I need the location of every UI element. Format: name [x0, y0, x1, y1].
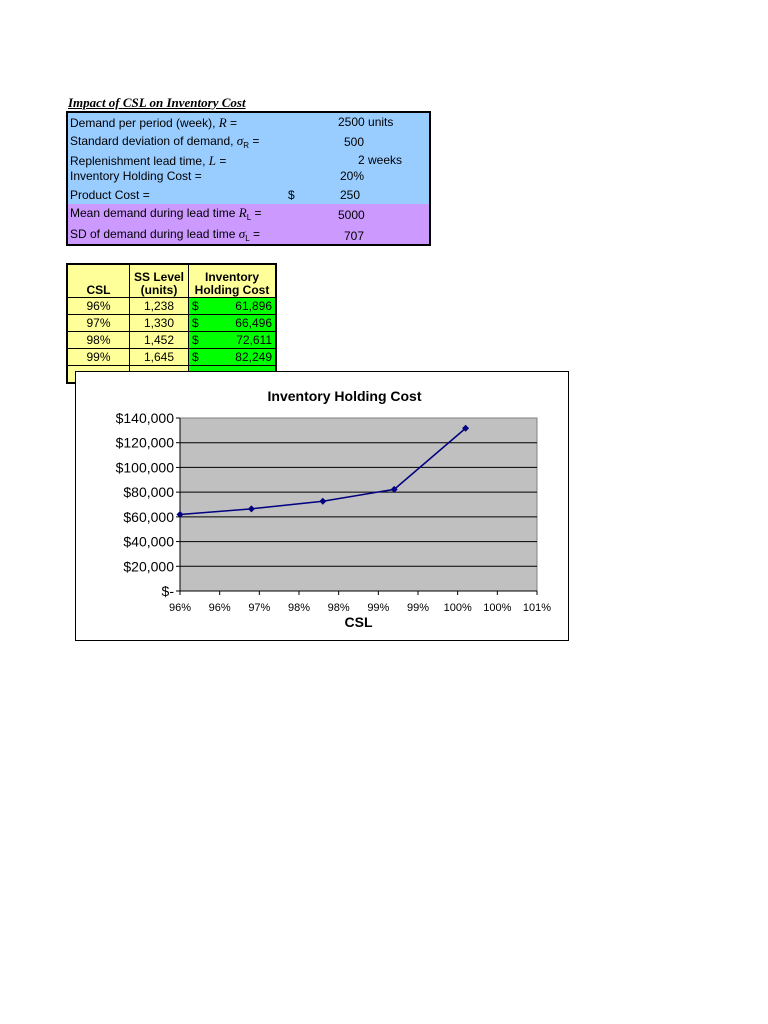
param-holding-value: 20%: [340, 169, 365, 183]
header-csl: CSL: [67, 264, 130, 298]
cell-csl: 99%: [67, 349, 130, 366]
x-tick-label: 101%: [522, 602, 552, 614]
x-tick-label: 97%: [248, 602, 271, 614]
derived-mean-label: Mean demand during lead time $R_L$ =: [70, 205, 262, 222]
sheet-title: Impact of CSL on Inventory Cost: [68, 95, 246, 110]
param-product-label: Product Cost =: [70, 188, 150, 202]
cell-cost: $ 82,249: [189, 349, 277, 366]
param-demand-value: 2500 units: [338, 115, 394, 129]
table-row: [67, 332, 276, 349]
cell-cost: $ 61,896: [189, 298, 277, 315]
param-sd-label: Standard deviation of demand, $\sigma_R$ =: [70, 133, 260, 150]
param-demand-label: Demand per period (week), R =: [70, 115, 238, 130]
x-tick-label: 96%: [168, 602, 192, 614]
y-tick-label: $120,000: [115, 434, 174, 451]
y-tick-label: $40,000: [123, 533, 174, 550]
derived-sd-value: 707: [344, 229, 365, 243]
safety-stock-table: [66, 263, 277, 384]
cell-ss: 1,645: [130, 349, 189, 366]
chart-svg: [76, 372, 568, 640]
header-holding-cost: Inventory Holding Cost: [189, 264, 277, 298]
derived-mean-value: 5000: [338, 208, 365, 222]
y-tick-label: $60,000: [123, 508, 174, 525]
y-tick-label: $-: [161, 583, 174, 599]
param-sd-value: 500: [344, 135, 365, 149]
cell-cost: $ 66,496: [189, 315, 277, 332]
table-row: [67, 298, 276, 315]
x-tick-label: 96%: [208, 602, 231, 614]
cell-ss: 1,330: [130, 315, 189, 332]
chart-title: Inventory Holding Cost: [267, 388, 422, 404]
y-tick-label: $20,000: [123, 558, 174, 575]
param-leadtime-label: Replenishment lead time, L =: [70, 153, 227, 168]
param-leadtime-value: 2 weeks: [358, 153, 403, 167]
table-row: [67, 349, 276, 366]
cell-csl: 97%: [67, 315, 130, 332]
param-product-currency: $: [288, 188, 295, 202]
y-tick-label: $140,000: [115, 410, 174, 426]
table-header-row: [67, 264, 276, 298]
y-tick-label: $100,000: [115, 459, 174, 476]
cell-csl: 96%: [67, 298, 130, 315]
x-tick-label: 98%: [287, 602, 311, 614]
x-tick-label: 100%: [483, 602, 512, 614]
param-holding-label: Inventory Holding Cost =: [70, 169, 202, 183]
table-row: [67, 315, 276, 332]
cell-ss: 1,238: [130, 298, 189, 315]
y-tick-label: $80,000: [123, 484, 174, 501]
parameters-block: [66, 111, 431, 208]
cell-csl: 98%: [67, 332, 130, 349]
plot-area: [180, 418, 537, 591]
derived-block: [66, 204, 431, 246]
x-tick-label: 99%: [406, 602, 430, 614]
cell-cost: $ 72,611: [189, 332, 277, 349]
x-tick-label: 100%: [443, 602, 472, 614]
x-tick-label: 99%: [367, 602, 390, 614]
derived-sd-label: SD of demand during lead time $\sigma_L$ =: [70, 226, 260, 243]
holding-cost-chart: [75, 371, 569, 641]
x-tick-label: 98%: [327, 602, 350, 614]
cell-ss: 1,452: [130, 332, 189, 349]
x-axis-label: CSL: [344, 614, 373, 630]
header-ss-level: SS Level (units): [130, 264, 189, 298]
param-product-value: 250: [340, 188, 361, 202]
